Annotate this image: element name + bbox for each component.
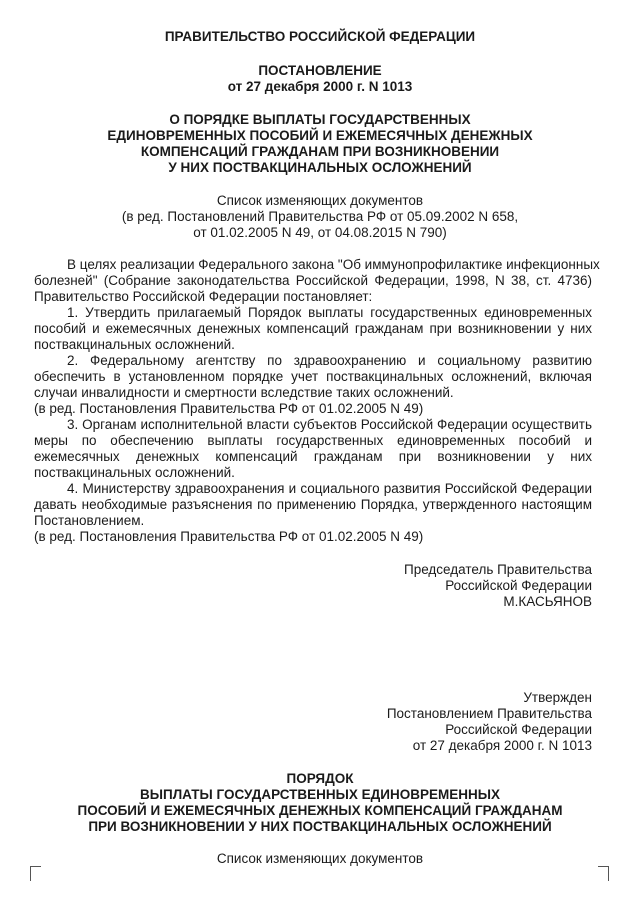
- item-4-line: 4. Министерству здравоохранения и социального развития Российской Федерации: [67, 481, 592, 496]
- item-1-line: 1. Утвердить прилагаемый Порядок выплаты государственных единовременных: [67, 305, 592, 320]
- approval-line: от 27 декабря 2000 г. N 1013: [412, 738, 592, 753]
- government-heading: ПРАВИТЕЛЬСТВО РОССИЙСКОЙ ФЕДЕРАЦИИ: [164, 29, 476, 44]
- signature-line: Председатель Правительства: [404, 562, 592, 577]
- item-2-line: обеспечить в установленном порядке учет поствакцинальных осложнений, включая: [34, 369, 592, 384]
- doc-title-line: ЕДИНОВРЕМЕННЫХ ПОСОБИЙ И ЕЖЕМЕСЯЧНЫХ ДЕНЕЖНЫХ: [107, 128, 533, 143]
- item-2-line: случаи инвалидности и смертности вследствие таких осложнений.: [34, 385, 454, 400]
- doc-title-line: О ПОРЯДКЕ ВЫПЛАТЫ ГОСУДАРСТВЕННЫХ: [169, 112, 471, 127]
- intro-line: В целях реализации Федерального закона "Об иммунопрофилактике инфекционных: [67, 257, 600, 272]
- item-3-line: ежемесячных денежных компенсаций гражданам при возникновении у них: [34, 449, 592, 464]
- item-4-amendment: (в ред. Постановления Правительства РФ от 01.02.2005 N 49): [34, 529, 424, 544]
- signature-line: Российской Федерации: [445, 578, 592, 593]
- order-changes-caption: Список изменяющих документов: [216, 851, 424, 866]
- intro-line: болезней" (Собрание законодательства Российской Федерации, 1998, N 38, ст. 4736): [34, 273, 592, 288]
- order-title-line: ВЫПЛАТЫ ГОСУДАРСТВЕННЫХ ЕДИНОВРЕМЕННЫХ: [140, 787, 500, 802]
- order-title-line: ПОСОБИЙ И ЕЖЕМЕСЯЧНЫХ ДЕНЕЖНЫХ КОМПЕНСАЦИЙ ГРАЖДАНАМ: [77, 803, 563, 818]
- order-title-line: ПРИ ВОЗНИКНОВЕНИИ У НИХ ПОСТВАКЦИНАЛЬНЫХ ОСЛОЖНЕНИЙ: [88, 819, 552, 834]
- changes-line: от 01.02.2005 N 49, от 04.08.2015 N 790): [193, 225, 447, 240]
- item-2-amendment: (в ред. Постановления Правительства РФ от 01.02.2005 N 49): [34, 401, 424, 416]
- approval-line: Утвержден: [523, 690, 592, 705]
- item-1-line: поствакцинальных осложнений.: [34, 337, 235, 352]
- item-4-line: давать необходимые разъяснения по применению Порядка, утвержденного настоящим: [34, 497, 592, 512]
- item-2-line: 2. Федеральному агентству по здравоохранению и социальному развитию: [67, 353, 592, 368]
- doc-date: от 27 декабря 2000 г. N 1013: [227, 79, 413, 94]
- doc-title-line: КОМПЕНСАЦИЙ ГРАЖДАНАМ ПРИ ВОЗНИКНОВЕНИИ: [140, 144, 500, 159]
- order-title-line: ПОРЯДОК: [286, 771, 354, 786]
- signature-name: М.КАСЬЯНОВ: [503, 594, 592, 609]
- item-3-line: 3. Органам исполнительной власти субъектов Российской Федерации осуществить: [67, 417, 592, 432]
- doc-title-line: У НИХ ПОСТВАКЦИНАЛЬНЫХ ОСЛОЖНЕНИЙ: [168, 160, 472, 175]
- changes-line: (в ред. Постановлений Правительства РФ от 05.09.2002 N 658,: [121, 209, 519, 224]
- changes-caption: Список изменяющих документов: [216, 193, 424, 208]
- item-4-line: Постановлением.: [34, 513, 145, 528]
- item-3-line: поствакцинальных осложнений.: [34, 465, 235, 480]
- item-3-line: меры по обеспечению выплаты государственных единовременных пособий и: [34, 433, 592, 448]
- page-corner-mark: [30, 866, 41, 881]
- doc-type: ПОСТАНОВЛЕНИЕ: [258, 63, 382, 78]
- approval-line: Постановлением Правительства: [386, 706, 592, 721]
- page-corner-mark: [598, 866, 609, 881]
- intro-line: Правительство Российской Федерации постановляет:: [34, 289, 373, 304]
- item-1-line: пособий и ежемесячных денежных компенсаций гражданам при возникновении у них: [34, 321, 592, 336]
- approval-line: Российской Федерации: [445, 722, 592, 737]
